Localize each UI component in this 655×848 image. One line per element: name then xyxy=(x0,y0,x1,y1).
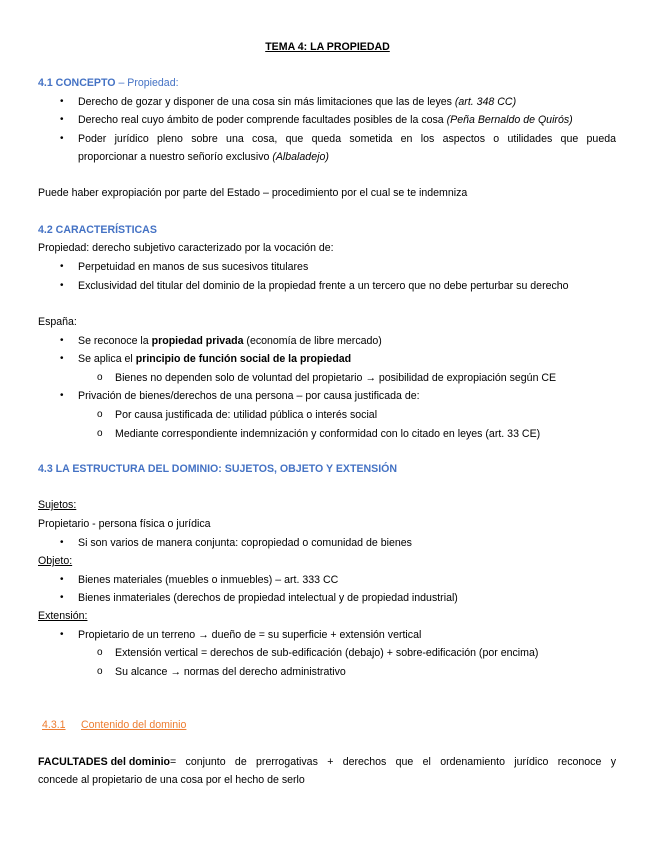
list-item-text: Se reconoce la xyxy=(78,335,152,347)
list-item-text: Derecho real cuyo ámbito de poder comprende facultades posibles de la cosa xyxy=(78,114,447,126)
extension-label: Extensión: xyxy=(38,610,88,622)
bullet-icon: • xyxy=(60,390,64,401)
list-item-text: (economía de libre mercado) xyxy=(243,335,382,347)
list-item: Exclusividad del titular del dominio de la propiedad frente a un tercero que no debe perturbar su derecho xyxy=(78,280,569,292)
facultades-continuation: concede al propietario de una cosa por el hecho de serlo xyxy=(38,774,305,786)
facultades-term: FACULTADES del dominio xyxy=(38,756,171,768)
list-item: Propietario de un terreno → dueño de = su superficie + extensión vertical xyxy=(78,629,422,641)
circle-bullet-icon: o xyxy=(97,372,103,383)
list-item xyxy=(78,353,351,366)
list-item-continuation xyxy=(78,151,329,164)
bullet-icon: • xyxy=(60,261,64,272)
facultades-text: = conjunto de prerrogativas + derechos que el ordenamiento jurídico reconoce y xyxy=(170,756,616,768)
bullet-icon: • xyxy=(60,592,64,603)
list-item-citation: (Albaladejo) xyxy=(272,151,329,163)
list-item-citation: (art. 348 CC) xyxy=(454,96,517,108)
bullet-icon: • xyxy=(60,96,64,107)
bullet-icon: • xyxy=(60,280,64,291)
list-item xyxy=(78,114,573,127)
list-item-citation: (Peña Bernaldo de Quirós) xyxy=(446,114,573,126)
list-item xyxy=(78,335,382,348)
sub-list-item: Por causa justificada de: utilidad pública o interés social xyxy=(115,409,378,421)
page-title: TEMA 4: LA PROPIEDAD xyxy=(265,41,390,53)
circle-bullet-icon: o xyxy=(97,409,103,420)
list-item-emphasis: propiedad privada xyxy=(151,335,244,347)
sujetos-label: Sujetos: xyxy=(38,499,77,511)
section-4-1-number: 4.1 CONCEPTO xyxy=(38,77,116,89)
list-item-text: proporcionar a nuestro señorío exclusivo xyxy=(78,151,273,163)
circle-bullet-icon: o xyxy=(97,428,103,439)
bullet-icon: • xyxy=(60,114,64,125)
sujetos-text: Propietario - persona física o jurídica xyxy=(38,518,211,530)
section-4-2-heading: 4.2 CARACTERÍSTICAS xyxy=(38,224,157,236)
section-4-3-heading: 4.3 LA ESTRUCTURA DEL DOMINIO: SUJETOS, OBJETO Y EXTENSIÓN xyxy=(38,463,398,475)
subsection-4-3-1-number: 4.3.1 xyxy=(42,719,66,731)
espana-label: España: xyxy=(38,316,77,328)
list-item xyxy=(78,96,516,109)
objeto-label: Objeto: xyxy=(38,555,73,567)
bullet-icon: • xyxy=(60,335,64,346)
bullet-icon: • xyxy=(60,353,64,364)
circle-bullet-icon: o xyxy=(97,647,103,658)
section-4-1-heading xyxy=(38,77,179,90)
list-item-line: Poder jurídico pleno sobre una cosa, que queda sometida en los aspectos o utilidades que pueda xyxy=(78,133,616,145)
list-item: Bienes inmateriales (derechos de propiedad intelectual y de propiedad industrial) xyxy=(78,592,458,604)
list-item-text: Derecho de gozar y disponer de una cosa sin más limitaciones que las de leyes xyxy=(78,96,455,108)
list-item-text: Se aplica el xyxy=(78,353,136,365)
list-item-emphasis: principio de función social de la propiedad xyxy=(135,353,352,365)
circle-bullet-icon: o xyxy=(97,666,103,677)
sub-list-item: Bienes no dependen solo de voluntad del propietario → posibilidad de expropiación según CE xyxy=(115,372,557,384)
subsection-4-3-1-title: Contenido del dominio xyxy=(81,719,187,731)
list-item: Privación de bienes/derechos de una persona – por causa justificada de: xyxy=(78,390,420,402)
facultades-definition xyxy=(38,756,616,769)
bullet-icon: • xyxy=(60,537,64,548)
section-4-2-intro: Propiedad: derecho subjetivo caracterizado por la vocación de: xyxy=(38,242,334,254)
bullet-icon: • xyxy=(60,133,64,144)
expropiation-note: Puede haber expropiación por parte del Estado – procedimiento por el cual se te indemniza xyxy=(38,187,468,199)
sub-list-item: Su alcance → normas del derecho administrativo xyxy=(115,666,346,678)
list-item: Si son varios de manera conjunta: copropiedad o comunidad de bienes xyxy=(78,537,412,549)
sub-list-item: Mediante correspondiente indemnización y conformidad con lo citado en leyes (art. 33 CE) xyxy=(115,428,541,440)
section-4-1-heading-rest: – Propiedad: xyxy=(115,77,179,89)
list-item: Perpetuidad en manos de sus sucesivos titulares xyxy=(78,261,309,273)
bullet-icon: • xyxy=(60,574,64,585)
sub-list-item: Extensión vertical = derechos de sub-edificación (debajo) + sobre-edificación (por encima) xyxy=(115,647,539,659)
list-item: Bienes materiales (muebles o inmuebles) – art. 333 CC xyxy=(78,574,339,586)
bullet-icon: • xyxy=(60,629,64,640)
